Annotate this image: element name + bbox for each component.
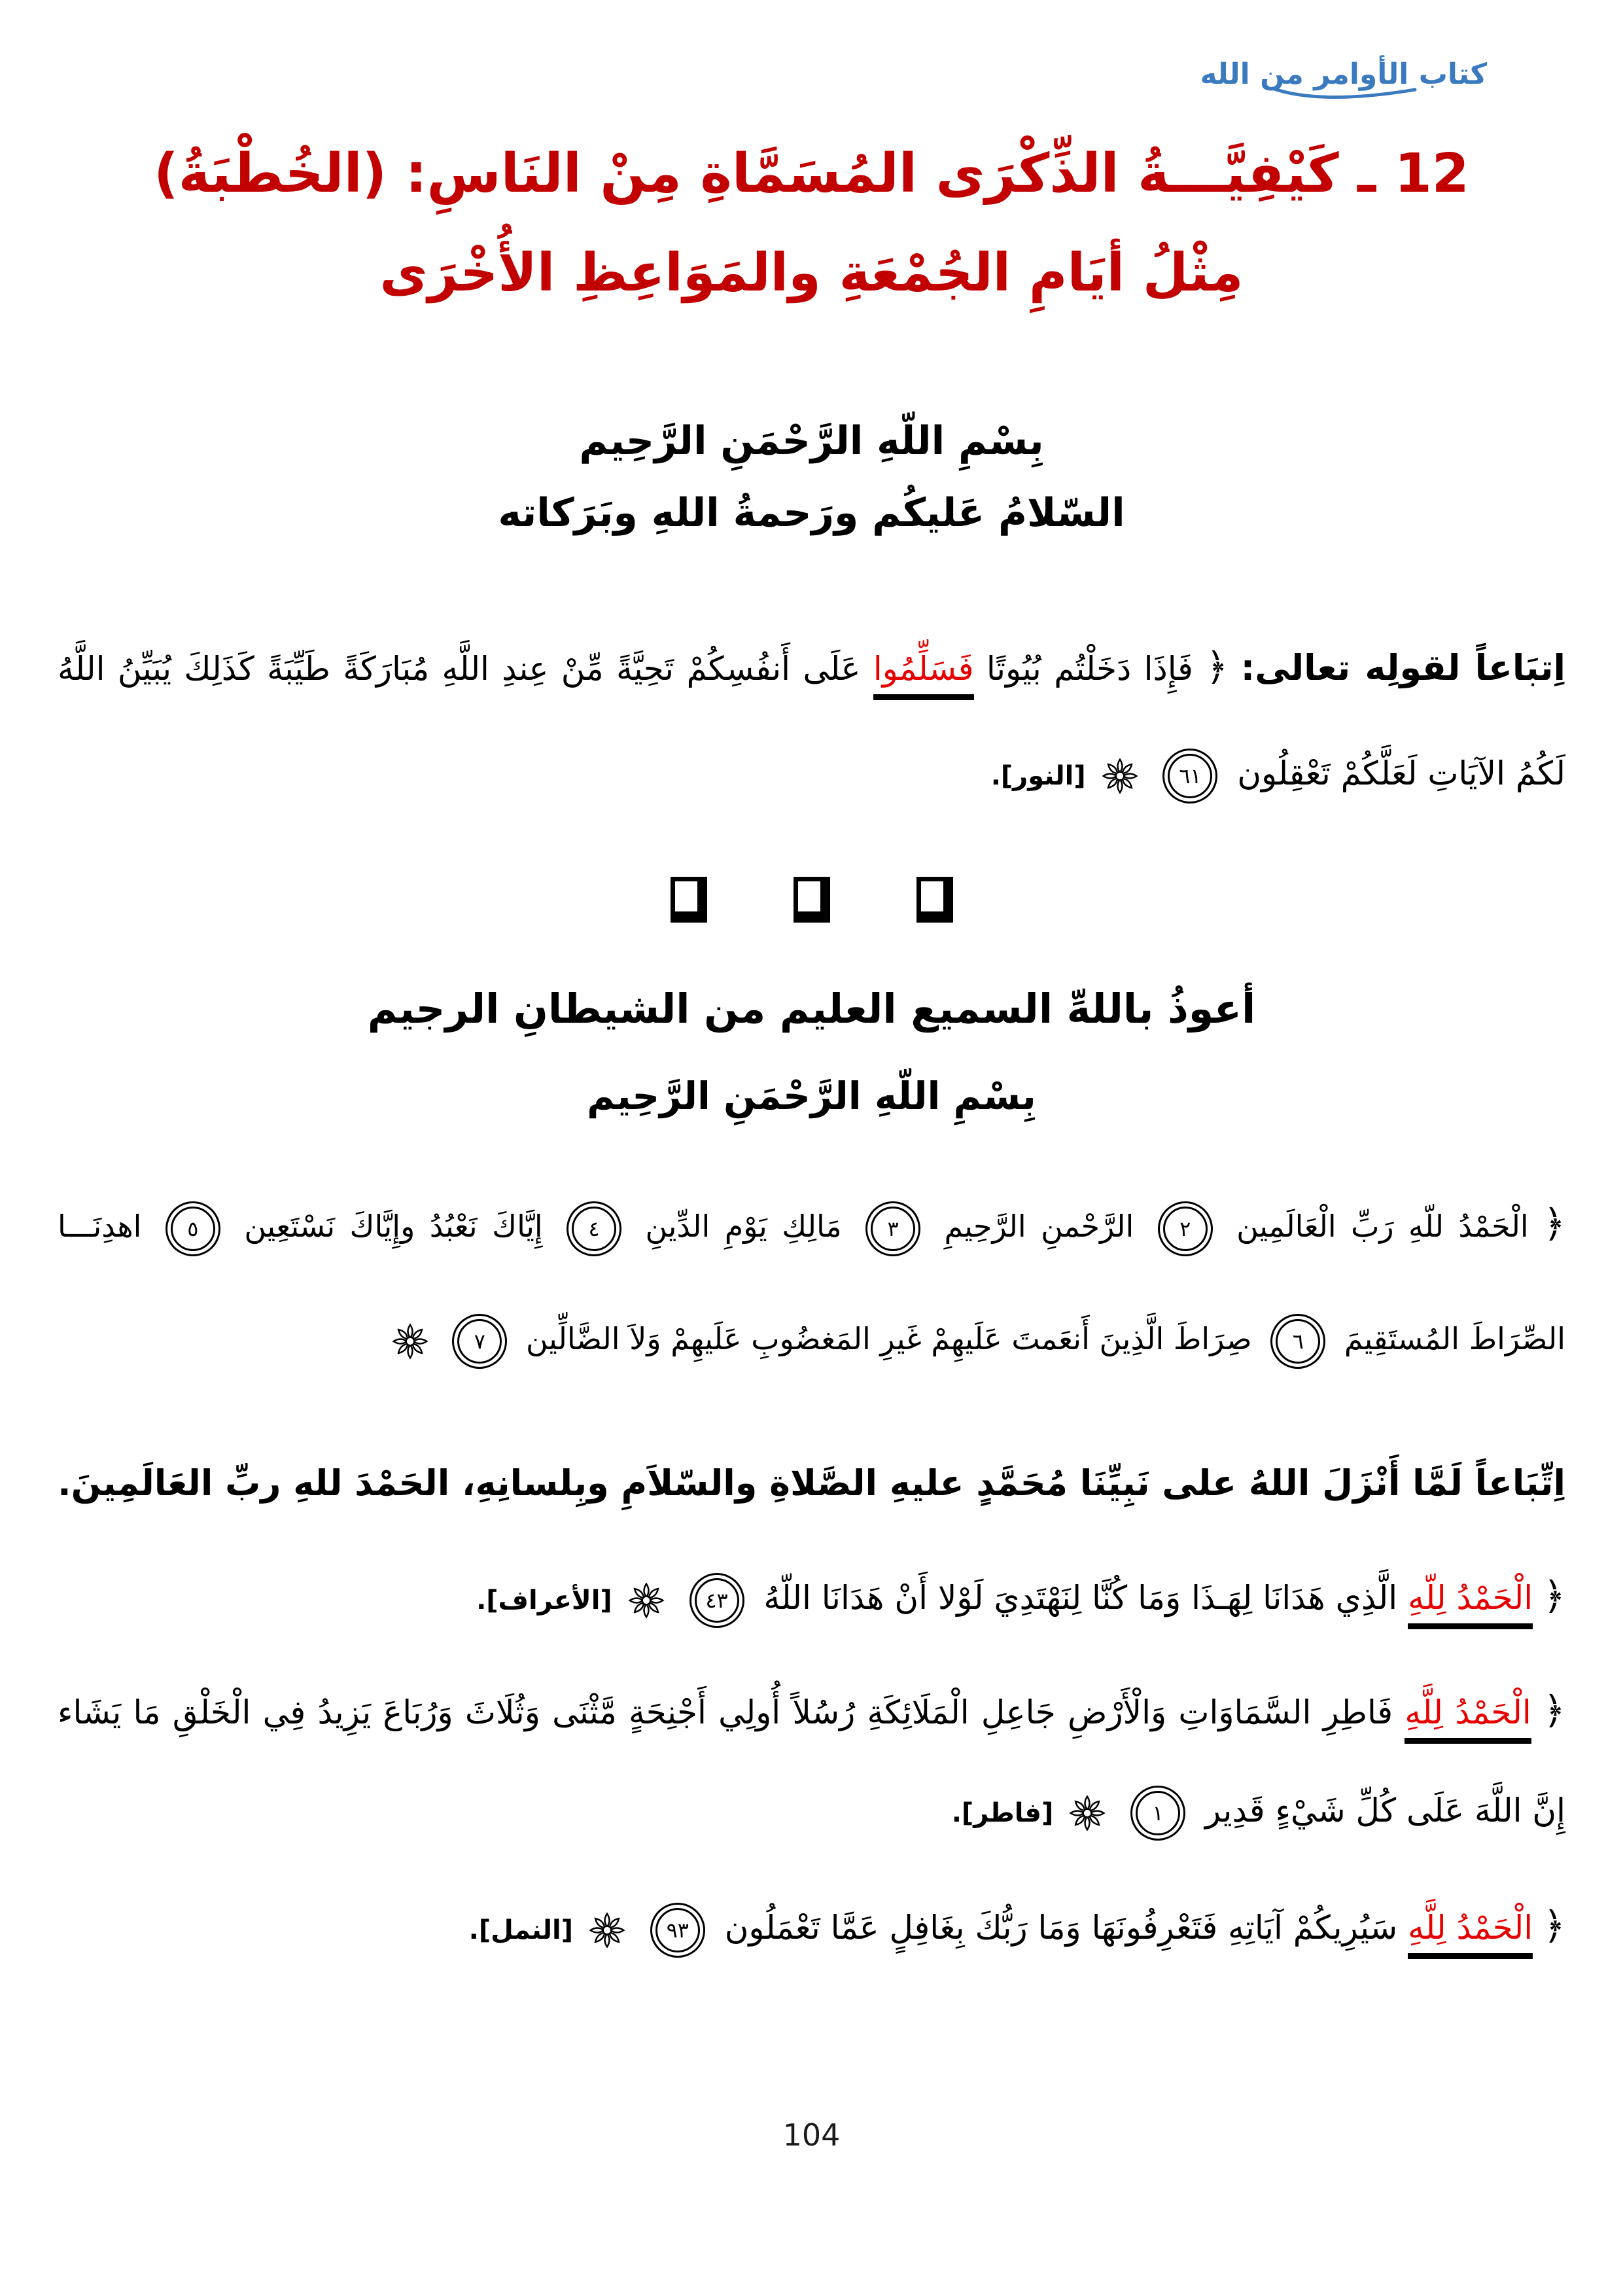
- ornate-open-bracket: ﴿: [1543, 1903, 1565, 1949]
- basmala-line: بِسْمِ اللّهِ الرَّحْمَنِ الرَّحِيم: [579, 418, 1044, 465]
- ayah-number: ٤: [588, 1216, 600, 1241]
- ayah-number-badge: [871, 1207, 915, 1251]
- ayah-number-badge: [572, 1207, 616, 1251]
- ayah-number-badge: [171, 1207, 215, 1251]
- quote-intro-text: اِتبَاعاً لقولِه تعالى:: [1240, 647, 1565, 689]
- ayah-number-badge: [457, 1319, 502, 1364]
- ornate-open-bracket: ﴿: [1206, 645, 1229, 690]
- ayah-number-badge: [655, 1908, 700, 1952]
- fatiha-verse-text: صِرَاطَ الَّذِينَ أَنعَمتَ عَلَيهِمْ غَيرِ المَغضُوبِ عَلَيهِمْ وَلاَ الضَّالِّين: [525, 1321, 1252, 1357]
- quran-quote-annur: [58, 614, 1565, 828]
- rosette-icon: [1102, 758, 1138, 794]
- salam-line: السّلامُ عَليكُم ورَحمةُ اللهِ وبَرَكاته: [498, 490, 1125, 537]
- ayah-text-segment: فَإِذَا دَخَلْتُم بُيُوتًا: [986, 650, 1193, 688]
- ayah-number: ٦١: [1179, 763, 1202, 788]
- calligraphy-swash-icon: [1268, 86, 1419, 103]
- highlighted-word: فَسَلِّمُوا: [873, 650, 974, 700]
- highlighted-phrase: الْحَمْدُ لِلَّهِ: [1405, 1693, 1531, 1744]
- ayah-number: ٤٣: [705, 1587, 728, 1613]
- shadowed-square-icon: [916, 877, 953, 923]
- fatiha-verse-text: إِيَّاكَ نَعْبُدُ وإِيَّاكَ نَسْتَعِين: [244, 1209, 543, 1245]
- shadowed-square-icon: [794, 877, 830, 923]
- ornate-open-bracket: ﴿: [1543, 1574, 1565, 1619]
- surah-fatiha-quote: [58, 1167, 1565, 1395]
- fatiha-verse-text: مَالِكِ يَوْمِ الدِّينِ: [645, 1209, 842, 1245]
- fatiha-verse-text: الرَّحْمنِ الرَّحِيمِ: [944, 1209, 1134, 1245]
- surah-reference: [فاطر].: [951, 1798, 1054, 1829]
- quran-quote-naml: [58, 1877, 1565, 1979]
- ayah-number: ٣: [887, 1216, 899, 1241]
- rosette-icon: [628, 1582, 665, 1619]
- istiadha-line: أعوذُ باللهِّ السميع العليم من الشيطانِ الرجيم: [367, 985, 1256, 1033]
- ayah-number-badge: [1168, 754, 1212, 798]
- highlighted-phrase: الْحَمْدُ لِلَّهِ: [1408, 1909, 1533, 1959]
- chapter-title-line1: 12 ـ كَيْفِيَّـــةُ الذِّكْرَى المُسَمَّاةِ مِنْ النَاسِ: (الخُطْبَةُ): [154, 143, 1469, 205]
- quran-quote-araf: [58, 1547, 1565, 1650]
- ornate-open-bracket: ﴿: [1543, 1201, 1566, 1246]
- quran-quote-fatir: [58, 1661, 1565, 1862]
- ayah-number-badge: [1136, 1791, 1180, 1835]
- ayah-text-segment: فَاطِرِ السَّمَاوَاتِ وَالْأَرْضِ جَاعِلِ الْمَلَائِكَةِ رُسُلاً أُولِي أَجْنِحَةٍ مَّثْنَى وَثُلَاثَ وَرُبَاعَ يَزِيدُ فِي الْخَلْقِ مَا يَشَاء إِنَّ اللَّهَ عَلَى كُلِّ شَيْءٍ قَدِير: [58, 1693, 1565, 1830]
- chapter-title-line2: مِثْلُ أيَامِ الجُمْعَةِ والمَوَاعِظِ الأُخْرَى: [379, 242, 1244, 304]
- ittibaa-paragraph: اِتِّبَاعاً لَمَّا أَنْزَلَ اللهُ على نَبِيِّنَا مُحَمَّدٍ عليهِ الصَّلاةِ والسّلاَمِ وبِلسانِهِ، الحَمْدَ للهِ ربِّ العَالَمِينَ.: [58, 1462, 1565, 1504]
- ayah-number: ١: [1152, 1800, 1164, 1826]
- basmala-line-2: بِسْمِ اللّهِ الرَّحْمَنِ الرَّحِيم: [587, 1073, 1036, 1118]
- shadowed-square-icon: [671, 877, 707, 923]
- book-header-text: كتاب الأوامر من الله: [1200, 58, 1487, 91]
- ayah-number: ٢: [1179, 1216, 1191, 1241]
- surah-reference: [النمل].: [468, 1915, 573, 1946]
- highlighted-phrase: الْحَمْدُ لِلّهِ: [1408, 1579, 1533, 1629]
- fatiha-verse-text: اهدِنَـــا الصِّرَاطَ المُستَقِيمَ: [58, 1209, 1565, 1357]
- ayah-text-segment: عَلَى أَنفُسِكُمْ تَحِيَّةً مِّنْ عِندِ اللَّهِ مُبَارَكَةً طَيِّبَةً كَذَلِكَ يُبَيِّنُ اللَّهُ لَكُمُ الآيَاتِ لَعَلَّكُمْ تَعْقِلُون: [58, 650, 1565, 793]
- ornate-open-bracket: ﴿: [1543, 1688, 1565, 1733]
- surah-reference: [النور].: [990, 761, 1086, 792]
- ayah-number-badge: [1276, 1319, 1320, 1364]
- ayah-text-segment: سَيُرِيكُمْ آيَاتِهِ فَتَعْرِفُونَهَا وَمَا رَبُّكَ بِغَافِلٍ عَمَّا تَعْمَلُون: [724, 1909, 1398, 1947]
- fatiha-verse-text: الْحَمْدُ للّهِ رَبِّ الْعَالَمِين: [1236, 1209, 1529, 1245]
- ayah-number: ٦: [1292, 1328, 1304, 1354]
- ayah-number: ٧: [474, 1328, 485, 1354]
- section-separator: [58, 877, 1565, 923]
- rosette-icon: [392, 1323, 428, 1360]
- book-header-calligraphy: [1200, 58, 1488, 103]
- ayah-number: ٥: [187, 1216, 199, 1241]
- rosette-icon: [1069, 1795, 1106, 1831]
- rosette-icon: [589, 1912, 625, 1949]
- ayah-number-badge: [1163, 1207, 1208, 1251]
- ayah-number-badge: [695, 1578, 739, 1623]
- ayah-text-segment: الَّذِي هَدَانَا لِهَـذَا وَمَا كُنَّا لِنَهْتَدِيَ لَوْلا أَنْ هَدَانَا اللّهُ: [763, 1579, 1398, 1617]
- surah-reference: [الأعراف].: [476, 1585, 612, 1616]
- page-number: 104: [782, 2117, 841, 2153]
- ayah-number: ٩٣: [666, 1917, 689, 1943]
